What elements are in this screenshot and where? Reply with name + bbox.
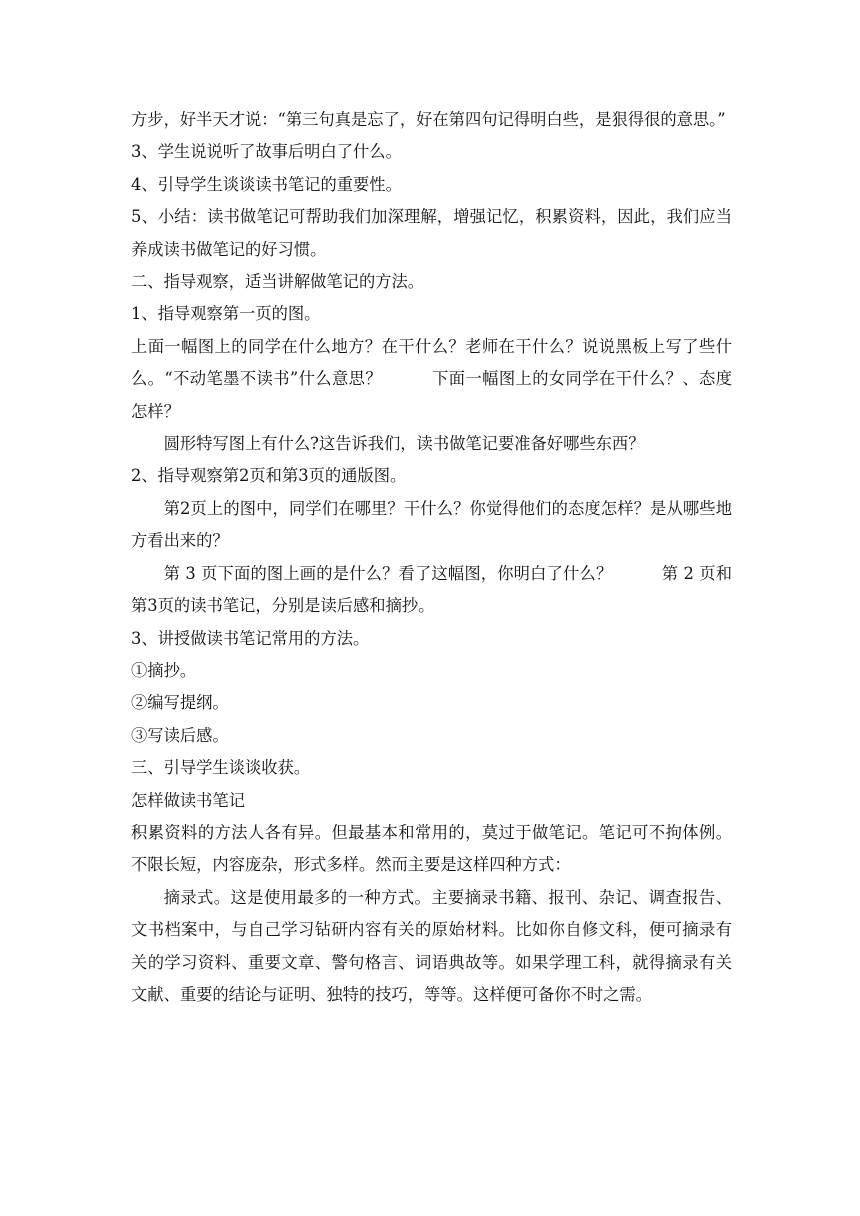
- list-item-reflection: ③写读后感。: [131, 725, 229, 745]
- paragraph-picture-questions: 上面一幅图上的同学在什么地方？在干什么？老师在干什么？说说黑板上写了些什么。“不动笔墨不读书”什么意思？ 下面一幅图上的女同学在干什么？、态度怎样？: [131, 336, 732, 421]
- paragraph-story-ending: 方步，好半天才说：“第三句真是忘了，好在第四句记得明白些，是狠得很的意思。”: [131, 110, 726, 129]
- article-title: 怎样做读书笔记: [131, 790, 245, 810]
- list-item-excerpt: ①摘抄。: [131, 660, 197, 680]
- paragraph-page-3-picture: 第 3 页下面的图上画的是什么？看了这幅图，你明白了什么？ 第 2 页和第3页的读书笔记，分别是读后感和摘抄。: [131, 563, 732, 616]
- section-heading-2: 二、指导观察，适当讲解做笔记的方法。: [131, 272, 425, 292]
- paragraph-circle-picture: 圆形特写图上有什么?这告诉我们，读书做笔记要准备好哪些东西？: [163, 434, 645, 454]
- list-item-outline: ②编写提纲。: [131, 693, 229, 713]
- paragraph-observe-page-1: 1、指导观察第一页的图。: [131, 304, 321, 324]
- paragraph-teach-methods: 3、讲授做读书笔记常用的方法。: [131, 628, 370, 648]
- paragraph-observe-pages-2-3: 2、指导观察第2页和第3页的通版图。: [131, 466, 407, 486]
- paragraph-step-3: 3、学生说说听了故事后明白了什么。: [131, 142, 402, 162]
- section-heading-3: 三、引导学生谈谈收获。: [131, 758, 311, 778]
- paragraph-accumulate-materials: 积累资料的方法人各有异。但最基本和常用的，莫过于做笔记。笔记可不拘体例。不限长短，内容庞杂，形式多样。然而主要是这样四种方式：: [131, 822, 732, 875]
- paragraph-excerpt-style: 摘录式。这是使用最多的一种方式。主要摘录书籍、报刊、杂记、调查报告、文书档案中，与自己学习钻研内容有关的原始材料。比如你自修文科，便可摘录有关的学习资料、重要文章、警句格言、词语典故等。如果学理工科，就得摘录有关文献、重要的结论与证明、独特的技巧，等等。这样便可备你不时之需。: [131, 887, 732, 1004]
- paragraph-step-5-summary: 5、小结：读书做笔记可帮助我们加深理解，增强记忆，积累资料，因此，我们应当养成读书做笔记的好习惯。: [131, 207, 732, 259]
- paragraph-step-4: 4、引导学生谈谈读书笔记的重要性。: [131, 174, 402, 194]
- paragraph-page-2-picture: 第2页上的图中，同学们在哪里？干什么？你觉得他们的态度怎样？是从哪些地方看出来的？: [131, 498, 732, 551]
